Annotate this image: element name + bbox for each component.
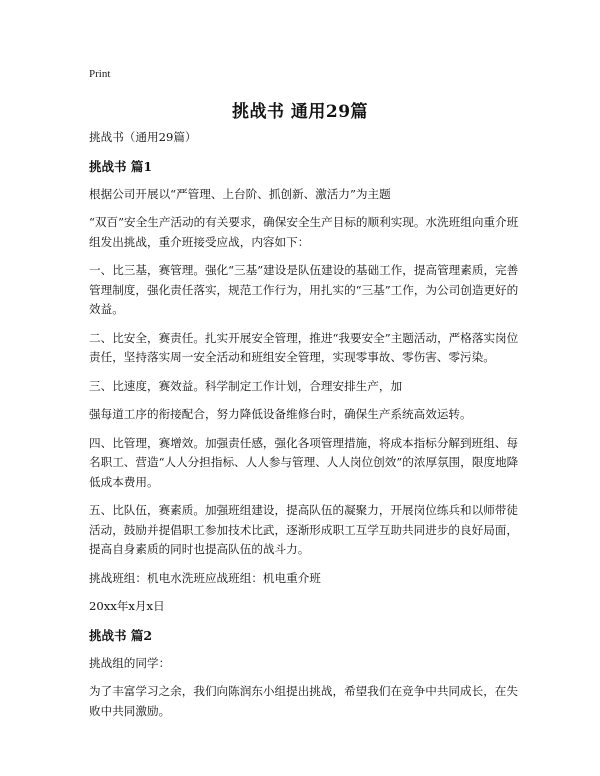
paragraph: 三、比速度，赛效益。科学制定工作计划，合理安排生产，加 — [89, 378, 403, 393]
paragraph: 为了丰富学习之余，我们向陈润东小组提出挑战，希望我们在竞争中共同成长，在失败中共同激励。 — [89, 684, 518, 718]
paragraph: “双百”安全生产活动的有关要求，确保安全生产目标的顺利实现。水洗班组向重介班组发出挑战，重介班接受应战，内容如下： — [89, 215, 519, 249]
paragraph: 五、比队伍，赛素质。加强班组建设，提高队伍的凝聚力，开展岗位练兵和以师带徒活动，鼓励并提倡职工参加技术比武，逐渐形成职工互学互助共同进步的良好局面，提高自身素质的同时也提高队伍的战斗力。 — [89, 503, 518, 556]
paragraph: 强每道工序的衔接配合，努力降低设备维修台时，确保生产系统高效运转。 — [89, 407, 472, 421]
paragraph: 二、比安全，赛责任。扎实开展安全管理，推进“我要安全”主题活动，严格落实岗位责任，坚持落实周一安全活动和班组安全管理，实现零事故、零伤害、零污染。 — [89, 330, 519, 364]
paragraph: 一、比三基，赛管理。强化“三基”建设是队伍建设的基础工作，提高管理素质，完善管理制度，强化责任落实，规范工作行为，用扎实的“三基”工作，为公司创造更好的效益。 — [89, 263, 519, 316]
date-line: 20xx年x月x日 — [89, 599, 165, 613]
paragraph: 挑战班组：机电水洗班应战班组：机电重介班 — [89, 570, 321, 585]
section-heading-2: 挑战书 篇2 — [89, 627, 153, 643]
paragraph: 根据公司开展以“严管理、上台阶、抓创新、激活力”为主题 — [89, 186, 391, 201]
document-subtitle: 挑战书（通用29篇） — [89, 130, 197, 144]
document-title: 挑战书 通用29篇 — [231, 102, 369, 122]
paragraph: 四、比管理，赛增效。加强责任感，强化各项管理措施，将成本指标分解到班组、每名职工、营造“人人分担指标、人人参与管理、人人岗位创效”的浓厚氛围，限度地降低成本费用。 — [89, 435, 519, 489]
paragraph: 挑战组的同学： — [89, 655, 171, 670]
document-body — [89, 128, 519, 730]
section-heading-1: 挑战书 篇1 — [89, 158, 153, 174]
print-link[interactable]: Print — [89, 68, 111, 80]
